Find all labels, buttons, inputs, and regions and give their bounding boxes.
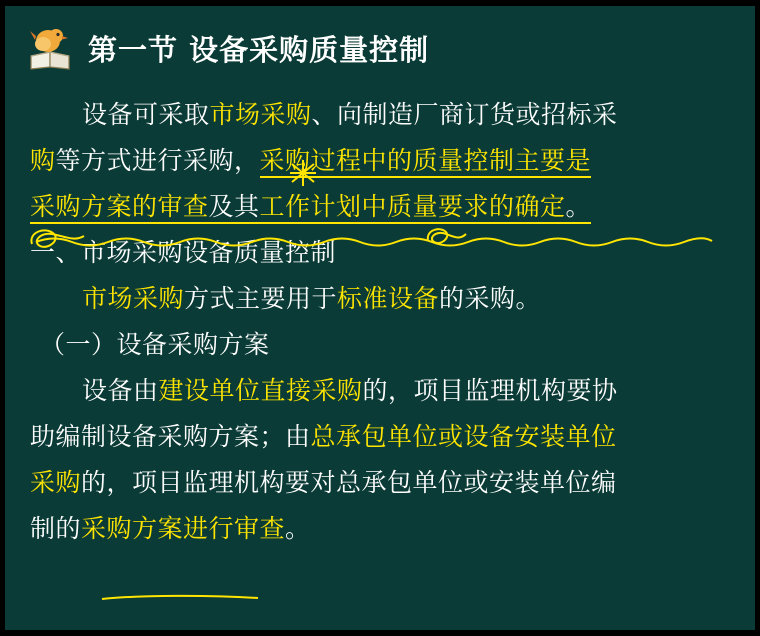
paragraph-7 <box>30 368 730 414</box>
run-highlight-underline: 采购方案的审查 <box>30 192 209 224</box>
run-underline: 。 <box>566 192 592 224</box>
run-text: 、向制造厂商订货或招标采 <box>311 100 618 129</box>
slide-body <box>30 92 730 552</box>
run-highlight-underline: 工作计划中质量要求的确定 <box>260 192 566 224</box>
run-highlight: 标准设备 <box>337 284 440 313</box>
underline-stroke-bottom <box>100 588 260 598</box>
run-highlight: 市场采购 <box>82 284 185 313</box>
run-highlight: 采购方案进行审查 <box>81 514 286 543</box>
paragraph-6 <box>30 322 730 368</box>
run-highlight: 市场采购 <box>209 100 312 129</box>
slide-border-right <box>755 0 760 636</box>
paragraph-2 <box>30 138 730 184</box>
run-highlight: 建设单位直接采购 <box>158 376 363 405</box>
run-text: 制的 <box>30 514 82 543</box>
paragraph-9 <box>30 460 730 506</box>
paragraph-8 <box>30 414 730 460</box>
run-highlight: 总承包单位或设备安装单位 <box>310 422 617 451</box>
run-text: 助编制设备采购方案；由 <box>30 422 311 451</box>
slide-border-left <box>0 0 5 636</box>
run-text: 一、市场采购设备质量控制 <box>30 238 337 267</box>
paragraph-3 <box>30 184 730 230</box>
slide-border-bottom <box>0 630 760 636</box>
run-highlight: 采购 <box>30 468 82 497</box>
slide-title-row <box>28 26 429 70</box>
run-text: 设备由 <box>82 376 159 405</box>
run-text: （一）设备采购方案 <box>40 330 270 359</box>
run-text: 。 <box>285 514 311 543</box>
run-underline: 及其 <box>209 192 260 224</box>
run-text: 的，项目监理机构要协 <box>362 376 618 405</box>
paragraph-5 <box>30 276 730 322</box>
paragraph-10 <box>30 506 730 552</box>
slide-border-top <box>0 0 760 6</box>
paragraph-1 <box>30 92 730 138</box>
run-highlight-underline: 采购过程中的质量控制主要是 <box>260 146 592 178</box>
page-title: 第一节 设备采购质量控制 <box>88 32 430 67</box>
run-text: 的，项目监理机构要对总承包单位或安装单位编 <box>81 468 617 497</box>
run-text: 设备可采取 <box>82 100 210 129</box>
paragraph-4 <box>30 230 730 276</box>
run-text: 的采购。 <box>439 284 542 313</box>
run-highlight: 购 <box>30 146 56 175</box>
run-text: 方式主要用于 <box>184 284 338 313</box>
run-text: 等方式进行采购， <box>55 146 260 175</box>
book-with-bird-icon <box>28 26 74 70</box>
